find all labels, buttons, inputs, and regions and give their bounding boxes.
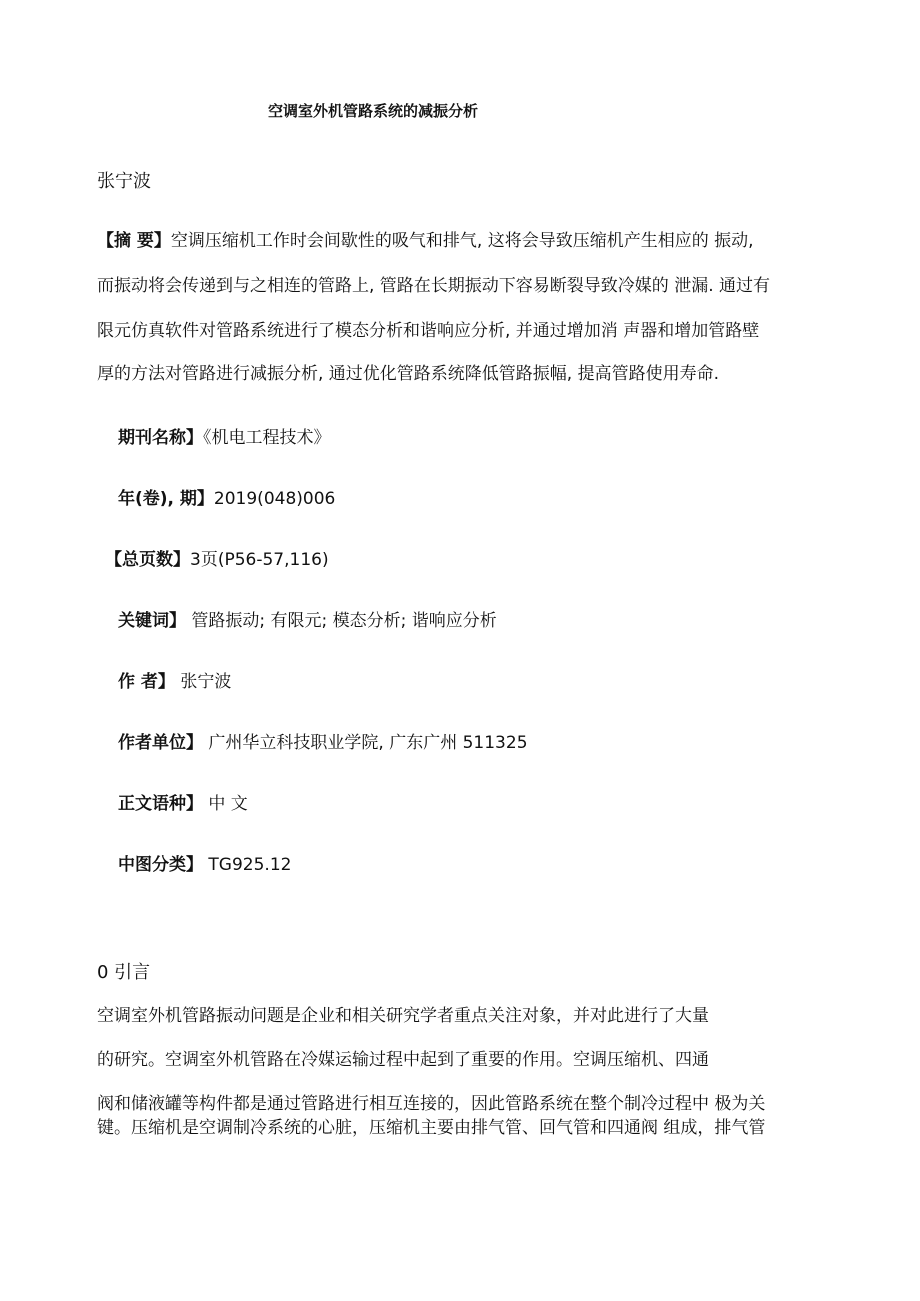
meta-classification [118, 850, 291, 875]
meta-journal [118, 423, 331, 448]
body-line: 的研究。空调室外机管路在冷媒运输过程中起到了重要的作用。空调压缩机、四通 [97, 1050, 709, 1070]
meta-value: 广州华立科技职业学院, 广东广州 511325 [203, 733, 528, 753]
abstract-line: 厚的方法对管路进行减振分析, 通过优化管路系统降低管路振幅, 提高管路使用寿命. [97, 364, 720, 384]
meta-language [118, 789, 248, 814]
meta-volume [118, 484, 335, 509]
abstract-text: 空调压缩机工作时会间歇性的吸气和排气, 这将会导致压缩机产生相应的 振动, [170, 231, 754, 251]
body-line: 空调室外机管路振动问题是企业和相关研究学者重点关注对象，并对此进行了大量 [97, 1006, 709, 1026]
body-line: 阀和储液罐等构件都是通过管路进行相互连接的，因此管路系统在整个制冷过程中 极为关 [97, 1094, 766, 1114]
abstract-label: 【摘 要】 [97, 231, 171, 251]
meta-keywords [118, 606, 497, 631]
abstract-line: 限元仿真软件对管路系统进行了模态分析和谐响应分析, 并通过增加消 声器和增加管路壁 [97, 321, 760, 341]
paper-title: 空调室外机管路系统的减振分析 [268, 102, 479, 120]
section-heading: 0 引言 [97, 962, 151, 983]
meta-value: 中 文 [203, 794, 248, 814]
author-name: 张宁波 [97, 171, 151, 192]
body-line: 键。压缩机是空调制冷系统的心脏，压缩机主要由排气管、回气管和四通阀 组成，排气管 [97, 1118, 766, 1138]
meta-value: 2019(048)006 [213, 489, 336, 509]
meta-value: 3页(P56-57,116) [190, 550, 329, 570]
meta-label: 作 者】 [118, 672, 175, 692]
meta-value: TG925.12 [203, 855, 292, 875]
meta-pages [105, 545, 329, 570]
meta-label: 作者单位】 [118, 733, 203, 753]
abstract-line: 而振动将会传递到与之相连的管路上, 管路在长期振动下容易断裂导致冷媒的 泄漏. 通过有 [97, 276, 771, 296]
abstract-line [97, 226, 754, 251]
meta-label: 正文语种】 [118, 794, 203, 814]
meta-label: 关键词】 [118, 611, 186, 631]
meta-authors [118, 667, 231, 692]
meta-label: 中图分类】 [118, 855, 203, 875]
meta-affiliation [118, 728, 528, 753]
meta-value: 张宁波 [174, 672, 232, 692]
meta-value: 管路振动; 有限元; 模态分析; 谐响应分析 [186, 611, 497, 631]
meta-label: 年(卷), 期】 [118, 489, 214, 509]
meta-label: 【总页数】 [105, 550, 190, 570]
meta-value: 《机电工程技术》 [203, 428, 331, 448]
meta-label: 期刊名称】 [118, 428, 203, 448]
